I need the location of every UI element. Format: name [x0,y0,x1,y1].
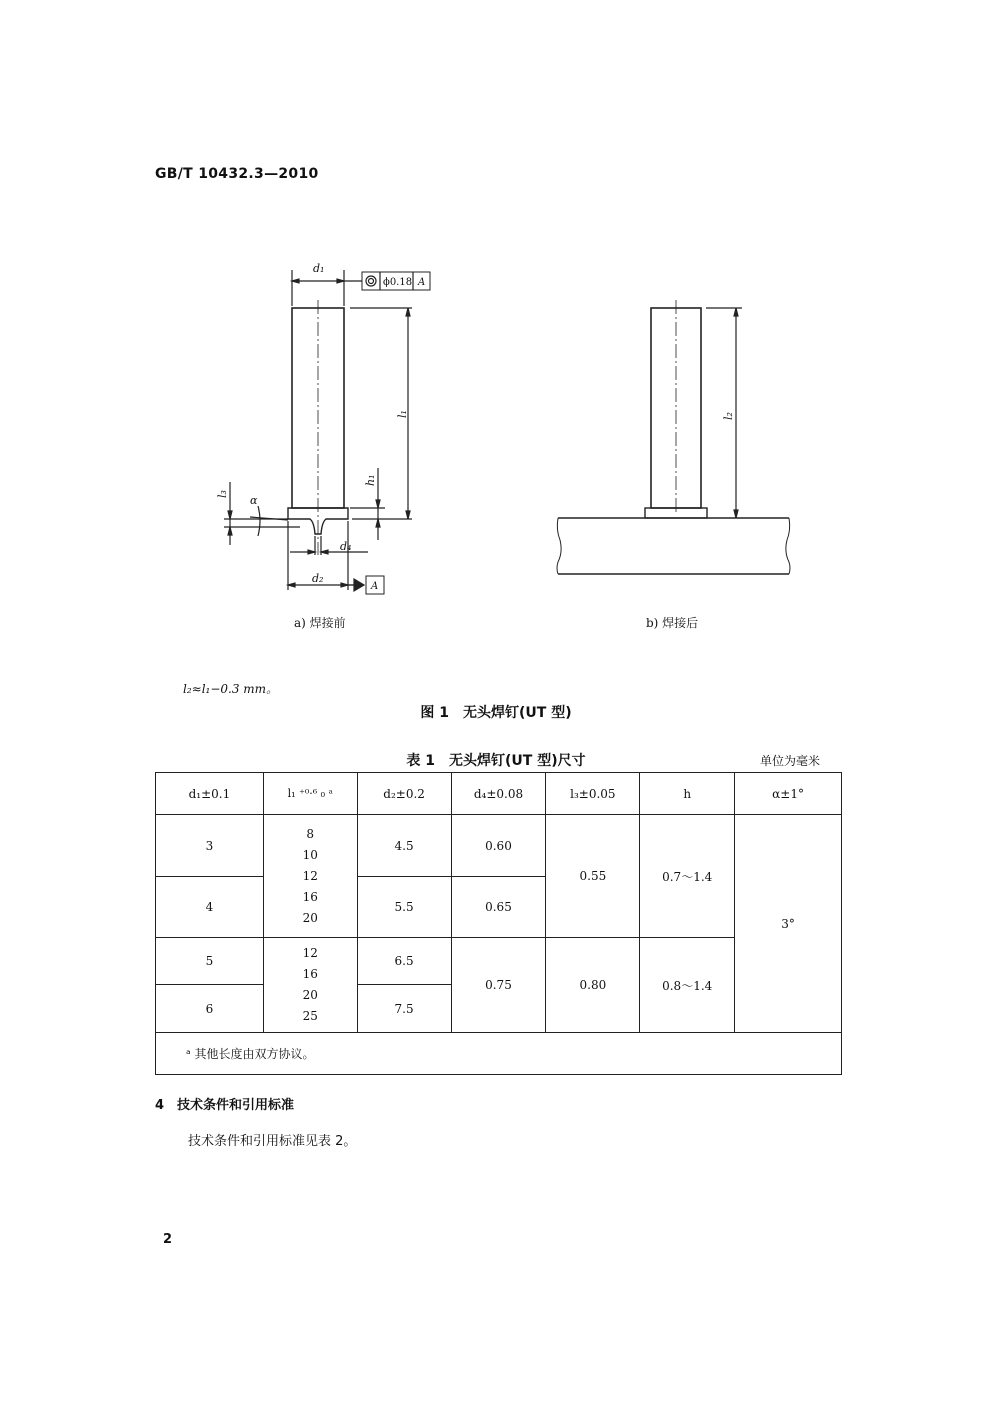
cell-l3: 0.80 [546,938,640,1033]
page-number: 2 [163,1232,173,1247]
figure-note: l₂≈l₁−0.3 mm。 [183,682,279,696]
table-header-row [156,773,842,815]
cell-d1: 6 [156,985,264,1033]
cell-d2: 7.5 [357,985,451,1033]
table-footnote: ᵃ 其他长度由双方协议。 [156,1033,842,1075]
cell-l1-group2: 12 16 20 25 [263,938,357,1033]
dimensions-table [155,772,842,1075]
cell-d2: 4.5 [357,815,451,877]
cell-d1: 4 [156,877,264,938]
cell-alpha: 3° [735,815,842,1033]
label-tolerance: ϕ0.18 [383,277,413,288]
cell-l1-group1: 8 10 12 16 20 [263,815,357,938]
label-d2: d₂ [312,572,324,585]
label-l1: l₁ [396,410,409,418]
cell-d1: 5 [156,938,264,985]
label-datum-box: A [371,581,379,592]
figure-title: 图 1 无头焊钉(UT 型) [420,705,572,721]
cell-d4: 0.75 [451,938,546,1033]
cell-h: 0.7～1.4 [640,815,735,938]
header-l3: l₃±0.05 [546,773,640,815]
stud-before-welding [224,270,430,594]
caption-after-welding: b) 焊接后 [646,616,699,630]
stud-figure [0,0,992,640]
header-h: h [640,773,735,815]
stud-after-welding [557,300,790,574]
cell-d4: 0.65 [451,877,546,938]
table-unit: 单位为毫米 [760,754,821,768]
cell-d2: 6.5 [357,938,451,985]
header-l1: l₁ ⁺⁰·⁶ ₀ ᵃ [263,773,357,815]
label-l2: l₂ [722,412,735,420]
label-d1: d₁ [313,262,325,275]
table-footnote-row [156,1033,842,1075]
label-datum-frame: A [418,277,426,288]
section-heading: 4 技术条件和引用标准 [155,1098,295,1113]
table-row [156,815,842,877]
cell-d1: 3 [156,815,264,877]
cell-l3: 0.55 [546,815,640,938]
cell-d4: 0.60 [451,815,546,877]
cell-h: 0.8～1.4 [640,938,735,1033]
label-l3: l₃ [216,490,229,498]
header-d2: d₂±0.2 [357,773,451,815]
caption-before-welding: a) 焊接前 [294,616,346,630]
header-d1: d₁±0.1 [156,773,264,815]
section-text: 技术条件和引用标准见表 2。 [188,1134,357,1149]
cell-d2: 5.5 [357,877,451,938]
document-header: GB/T 10432.3—2010 [155,166,319,182]
header-d4: d₄±0.08 [451,773,546,815]
table-title: 表 1 无头焊钉(UT 型)尺寸 [406,753,586,769]
label-h1: h₁ [364,474,377,486]
label-d4: d₄ [340,540,352,553]
label-alpha: α [250,494,258,507]
header-alpha: α±1° [735,773,842,815]
